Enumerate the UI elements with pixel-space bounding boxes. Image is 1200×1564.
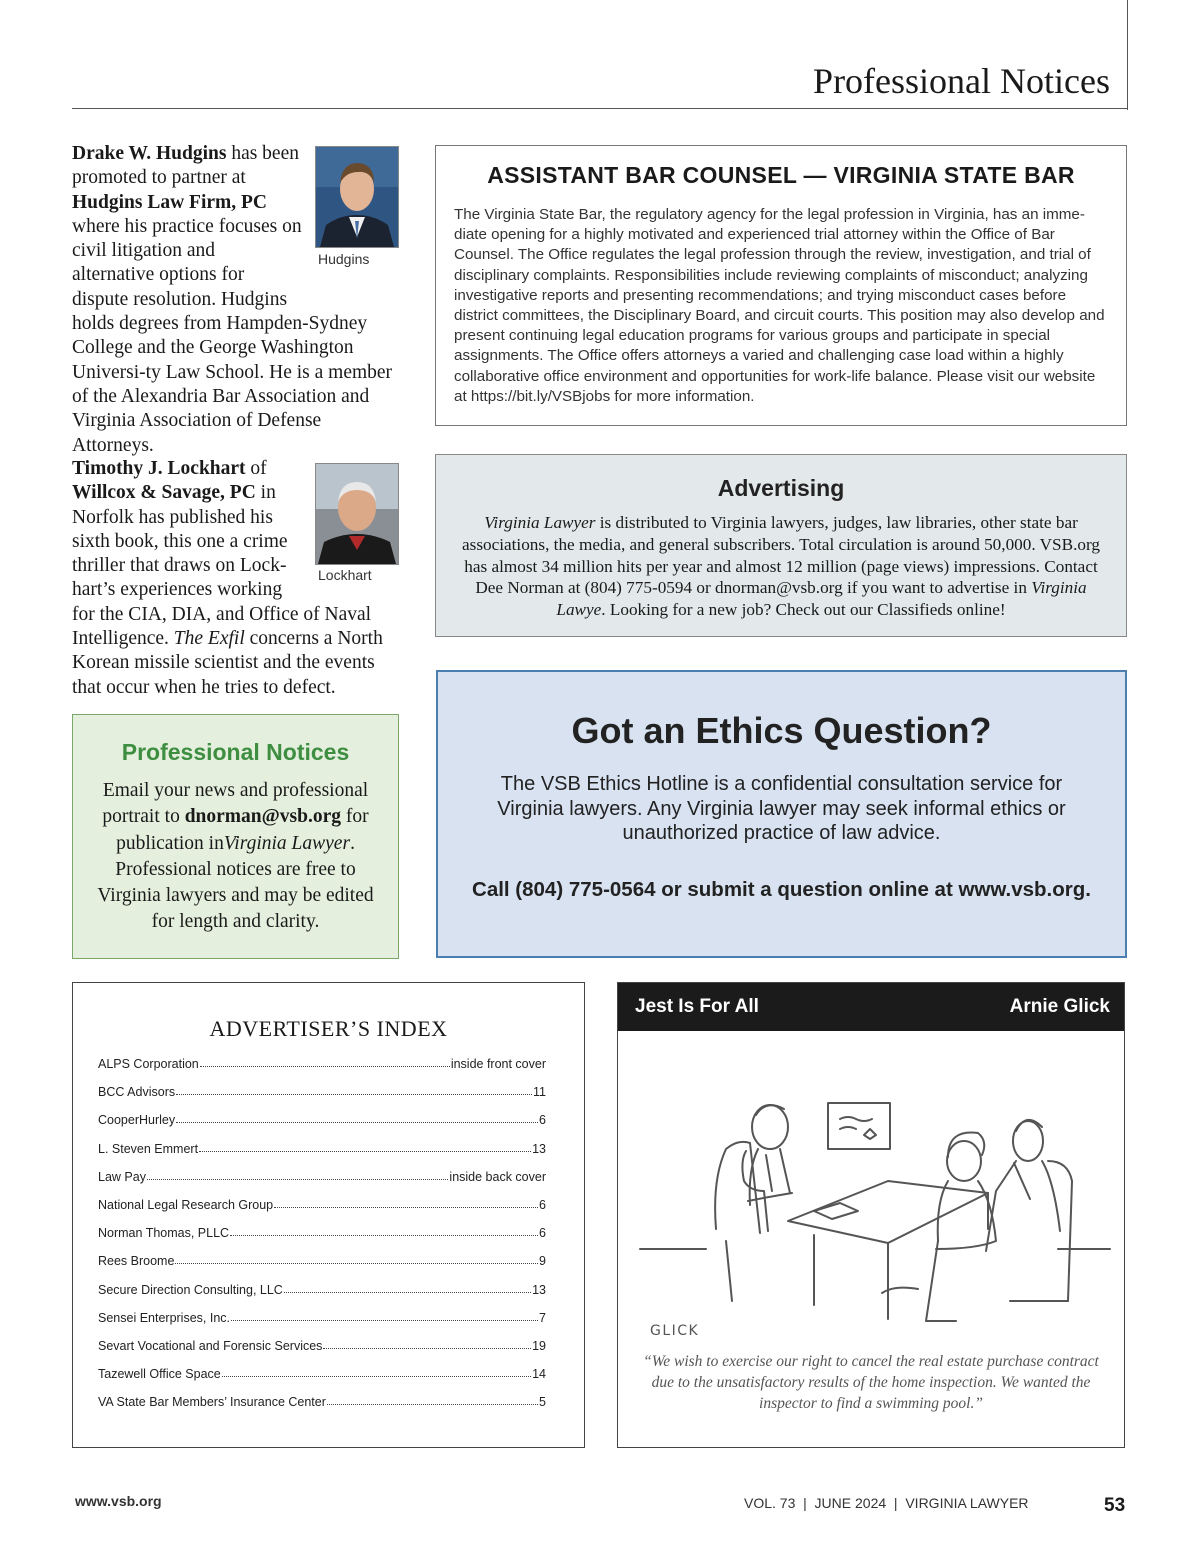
photo-spacer <box>302 457 402 581</box>
advertiser-name: L. Steven Emmert <box>98 1141 199 1156</box>
lockhart-bio <box>72 457 402 700</box>
dot-leader <box>222 1376 531 1377</box>
advertiser-index-row <box>98 1051 546 1071</box>
cartoon-box <box>617 982 1125 1448</box>
cartoon-drawing <box>618 1031 1124 1351</box>
page-edge-rule <box>1127 0 1128 110</box>
job-ad-body: The Virginia State Bar, the regulatory agency for the legal profession in Virginia, has an imme-diate opening for a highly motivated and experienced trial attorney within the Office of Bar Counsel. The Office regulates the legal profession through the review, investigation, and trial of disciplinary complaints. Responsibilities include reviewing complaints of misconduct; analyzing investigative reports and presenting recommendations; and trying misconduct cases before district committees, the Disciplinary Board, and circuit courts. This position may also develop and present continuing legal education programs for various groups and participate in special assignments. The Office offers attorneys a varied and challenging case load within a highly collaborative office environment and opportunities for work-life balance. Please visit our website at https://bit.ly/VSBjobs for more information. <box>454 206 1105 405</box>
hudgins-firm: Hudgins Law Firm, PC <box>72 191 268 213</box>
advertiser-page: inside back cover <box>449 1169 546 1184</box>
advertiser-name: National Legal Research Group <box>98 1198 274 1212</box>
photo-spacer <box>302 142 402 290</box>
dot-leader <box>323 1348 531 1349</box>
lockhart-text-3: concerns a North Korean missile scientist and the events that occur when he tries to defect. <box>72 628 383 698</box>
advertising-text-1: is distributed to Virginia lawyers, judges, law libraries, other state bar associations, the media, and general subscribers. Total circulation is around 50,000. VSB.org has almost 34 million hits per year and almost 12 million (page views) impressions. Contact Dee Norman at (804) 775-0594 or dnorman@vsb.org if you want to advertise in <box>462 513 1100 598</box>
dot-leader <box>230 1235 538 1236</box>
footer-website[interactable]: www.vsb.org <box>75 1493 162 1509</box>
footer-page-number: 53 <box>1104 1495 1126 1516</box>
dot-leader <box>274 1207 538 1208</box>
job-ad-title: ASSISTANT BAR COUNSEL — VIRGINIA STATE BAR <box>487 162 1075 188</box>
cartoon-header <box>618 983 1124 1031</box>
cartoon-signature: GLICK <box>650 1323 700 1339</box>
dot-leader <box>284 1292 531 1293</box>
pn-text-2: for publication in <box>116 806 369 854</box>
hudgins-text-1: has been promoted to partner at <box>72 143 299 189</box>
lockhart-name: Timothy J. Lockhart <box>72 458 246 479</box>
cartoon-author: Arnie Glick <box>1009 996 1110 1017</box>
pn-publication: Virginia Lawyer <box>223 832 351 854</box>
dot-leader <box>327 1404 538 1405</box>
advertiser-index-row <box>98 1192 546 1212</box>
advertiser-index-row <box>98 1305 546 1325</box>
advertiser-index-row <box>98 1107 546 1127</box>
lockhart-text-1: of <box>245 458 267 479</box>
header-rule <box>72 108 1128 109</box>
pn-box-title: Professional Notices <box>121 739 350 765</box>
advertiser-name: BCC Advisors <box>98 1085 176 1100</box>
advertising-pub-2: Virginia Lawye <box>556 578 1087 620</box>
professional-notices-box <box>72 714 399 959</box>
advertiser-index-row <box>98 1361 546 1381</box>
advertiser-page: 13 <box>532 1141 546 1156</box>
advertiser-page: 9 <box>539 1254 546 1269</box>
dot-leader <box>199 1151 531 1152</box>
job-ad-box <box>435 145 1127 426</box>
advertiser-name: Rees Broome <box>98 1254 175 1269</box>
advertising-pub-1: Virginia Lawyer <box>484 513 596 532</box>
pn-text-1: Email your news and professional portrait to <box>102 780 369 828</box>
advertiser-page: inside front cover <box>450 1057 546 1071</box>
advertiser-name: Sensei Enterprises, Inc. <box>98 1310 231 1325</box>
advertiser-page: 11 <box>533 1085 546 1100</box>
hudgins-caption: Hudgins <box>318 251 370 267</box>
pn-box-body <box>85 778 386 936</box>
advertiser-index-row <box>98 1136 546 1156</box>
advertiser-index-row <box>98 1164 546 1184</box>
advertiser-page: 5 <box>539 1395 546 1410</box>
footer-issue: VOL. 73 | JUNE 2024 | VIRGINIA LAWYER <box>744 1495 1029 1511</box>
pn-text-3: . Professional notices are free to Virginia lawyers and may be edited for length and clarity. <box>97 832 374 933</box>
advertiser-page: 13 <box>532 1282 546 1297</box>
hudgins-bio <box>72 142 402 458</box>
advertiser-name: Secure Direction Consulting, LLC <box>98 1282 283 1297</box>
advertiser-index-row <box>98 1248 546 1268</box>
lockhart-text-2: in Norfolk has published his sixth book, this one a crime thriller that draws on Lock-hart’s experiences working for the CIA, DIA, and Office of Naval Intelligence. <box>72 482 372 650</box>
advertising-box <box>435 454 1127 637</box>
advertiser-page: 7 <box>539 1310 546 1325</box>
lockhart-book-title: The Exfil <box>173 628 245 650</box>
hudgins-text-2: where his practice focuses on civil litigation and alternative options for dispute resolution. Hudgins holds degrees from Hampden-Sydney College and the George Washington Universi-ty Law School. He is a member of the Alexandria Bar Association and Virginia Association of Defense Attorneys. <box>72 215 393 456</box>
advertiser-name: Tazewell Office Space <box>98 1367 221 1382</box>
advertiser-index-row <box>98 1333 546 1353</box>
advertiser-page: 6 <box>539 1226 546 1241</box>
ethics-box <box>436 670 1127 958</box>
lockhart-caption: Lockhart <box>318 567 372 583</box>
advertiser-index-row <box>98 1220 546 1240</box>
dot-leader <box>200 1066 450 1067</box>
advertiser-name: ALPS Corporation <box>98 1057 199 1071</box>
advertising-text-2: . Looking for a new job? Check out our Classifieds online! <box>601 600 1006 620</box>
advertiser-name: Norman Thomas, PLLC <box>98 1226 230 1241</box>
dot-leader <box>176 1094 532 1095</box>
advertiser-index-row <box>98 1277 546 1297</box>
ethics-title: Got an Ethics Question? <box>571 710 992 751</box>
advertiser-name: Sevart Vocational and Forensic Services <box>98 1339 323 1353</box>
ethics-call[interactable]: Call (804) 775-0564 or submit a question online at www.vsb.org. <box>472 877 1091 901</box>
section-title: Professional Notices <box>813 61 1110 101</box>
advertiser-index-row <box>98 1079 546 1099</box>
advertiser-page: 19 <box>532 1339 546 1353</box>
cartoon-caption: “We wish to exercise our right to cancel the real estate purchase contract due to the unsatisfactory results of the home inspection. We wanted the inspector to find a swimming pool.” <box>643 1353 1099 1412</box>
advertising-body <box>452 512 1110 621</box>
advertiser-name: VA State Bar Members’ Insurance Center <box>98 1395 326 1410</box>
advertiser-index-title: ADVERTISER’S INDEX <box>209 1016 448 1041</box>
advertising-title: Advertising <box>717 475 845 501</box>
dot-leader <box>176 1122 538 1123</box>
cartoon-series: Jest Is For All <box>635 996 759 1017</box>
pn-email[interactable]: dnorman@vsb.org <box>184 806 341 828</box>
advertiser-name: Law Pay <box>98 1169 146 1184</box>
advertiser-page: 6 <box>539 1198 546 1212</box>
lockhart-firm: Willcox & Savage, PC <box>72 482 256 504</box>
hudgins-name: Drake W. Hudgins <box>72 143 227 164</box>
advertiser-page: 14 <box>532 1367 546 1382</box>
dot-leader <box>231 1320 538 1321</box>
advertiser-index-box <box>72 982 585 1448</box>
dot-leader <box>175 1263 538 1264</box>
advertiser-name: CooperHurley <box>98 1113 176 1128</box>
dot-leader <box>147 1179 448 1180</box>
advertiser-page: 6 <box>539 1113 546 1128</box>
advertiser-index-row <box>98 1389 546 1409</box>
ethics-body: The VSB Ethics Hotline is a confidential consultation service for Virginia lawyers. Any Virginia lawyer may seek informal ethics or unauthorized practice of law advice. <box>497 773 1066 844</box>
